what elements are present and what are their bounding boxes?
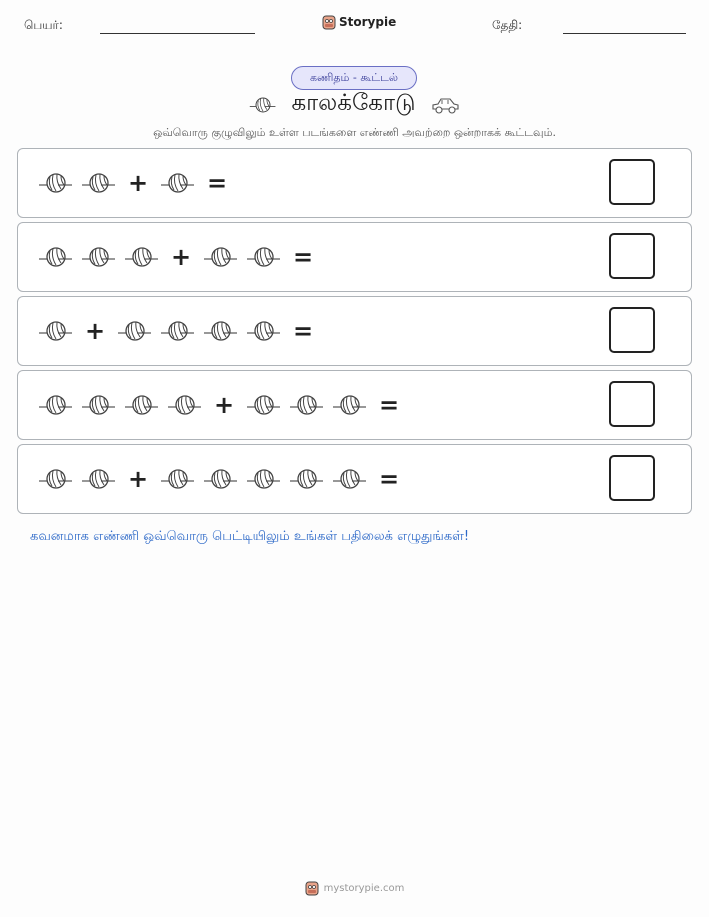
yarn-ball-icon bbox=[246, 465, 282, 493]
yarn-ball-icon bbox=[160, 465, 196, 493]
answer-box[interactable] bbox=[609, 455, 655, 501]
yarn-ball-icon bbox=[117, 317, 153, 345]
car-icon bbox=[430, 94, 460, 116]
yarn-ball-icon bbox=[38, 465, 74, 493]
yarn-ball-icon bbox=[81, 391, 117, 419]
equals-sign: = bbox=[378, 465, 400, 493]
answer-box[interactable] bbox=[609, 233, 655, 279]
problem-row bbox=[17, 296, 692, 366]
problem-row bbox=[17, 370, 692, 440]
yarn-ball-icon bbox=[81, 465, 117, 493]
yarn-ball-icon bbox=[203, 465, 239, 493]
yarn-ball-icon bbox=[203, 317, 239, 345]
yarn-ball-icon bbox=[167, 391, 203, 419]
yarn-ball-icon bbox=[249, 94, 277, 116]
brand-logo bbox=[322, 14, 396, 30]
name-field-line[interactable] bbox=[100, 33, 255, 34]
brand-name: Storypie bbox=[339, 15, 397, 29]
yarn-ball-icon bbox=[160, 169, 196, 197]
yarn-ball-icon bbox=[332, 391, 368, 419]
yarn-ball-icon bbox=[124, 243, 160, 271]
yarn-ball-icon bbox=[81, 169, 117, 197]
page-title: காலக்கோடு bbox=[291, 90, 416, 116]
problem-expression bbox=[38, 149, 239, 217]
yarn-ball-icon bbox=[289, 465, 325, 493]
problem-row bbox=[17, 444, 692, 514]
plus-sign: + bbox=[84, 317, 106, 345]
title-row bbox=[0, 90, 709, 119]
plus-sign: + bbox=[127, 169, 149, 197]
yarn-ball-icon bbox=[332, 465, 368, 493]
answer-box[interactable] bbox=[609, 159, 655, 205]
plus-sign: + bbox=[213, 391, 235, 419]
site-footer bbox=[0, 880, 709, 896]
date-label: தேதி: bbox=[492, 18, 523, 32]
plus-sign: + bbox=[127, 465, 149, 493]
problem-expression bbox=[38, 223, 325, 291]
footer-note: கவனமாக எண்ணி ஒவ்வொரு பெட்டியிலும் உங்கள் பதிலைக் எழுதுங்கள்! bbox=[30, 529, 470, 544]
yarn-ball-icon bbox=[246, 391, 282, 419]
instructions: ஒவ்வொரு குழுவிலும் உள்ள படங்களை எண்ணி அவற்றை ஒன்றாகக் கூட்டவும். bbox=[153, 126, 556, 139]
equals-sign: = bbox=[378, 391, 400, 419]
yarn-ball-icon bbox=[124, 391, 160, 419]
problem-row bbox=[17, 148, 692, 218]
date-field-line[interactable] bbox=[563, 33, 686, 34]
site-url: mystorypie.com bbox=[323, 882, 405, 894]
plus-sign: + bbox=[170, 243, 192, 271]
yarn-ball-icon bbox=[38, 243, 74, 271]
yarn-ball-icon bbox=[246, 317, 282, 345]
answer-box[interactable] bbox=[609, 307, 655, 353]
equals-sign: = bbox=[292, 317, 314, 345]
yarn-ball-icon bbox=[38, 317, 74, 345]
yarn-ball-icon bbox=[203, 243, 239, 271]
yarn-ball-icon bbox=[38, 169, 74, 197]
name-label: பெயர்: bbox=[24, 18, 63, 32]
problem-expression bbox=[38, 445, 411, 513]
equals-sign: = bbox=[206, 169, 228, 197]
subject-badge: கணிதம் - கூட்டல் bbox=[291, 66, 417, 90]
answer-box[interactable] bbox=[609, 381, 655, 427]
problem-expression bbox=[38, 297, 325, 365]
equals-sign: = bbox=[292, 243, 314, 271]
problem-expression bbox=[38, 371, 411, 439]
problem-row bbox=[17, 222, 692, 292]
storypie-mascot-icon bbox=[322, 14, 336, 30]
yarn-ball-icon bbox=[38, 391, 74, 419]
yarn-ball-icon bbox=[289, 391, 325, 419]
yarn-ball-icon bbox=[246, 243, 282, 271]
yarn-ball-icon bbox=[160, 317, 196, 345]
yarn-ball-icon bbox=[81, 243, 117, 271]
storypie-mascot-icon bbox=[305, 880, 319, 896]
